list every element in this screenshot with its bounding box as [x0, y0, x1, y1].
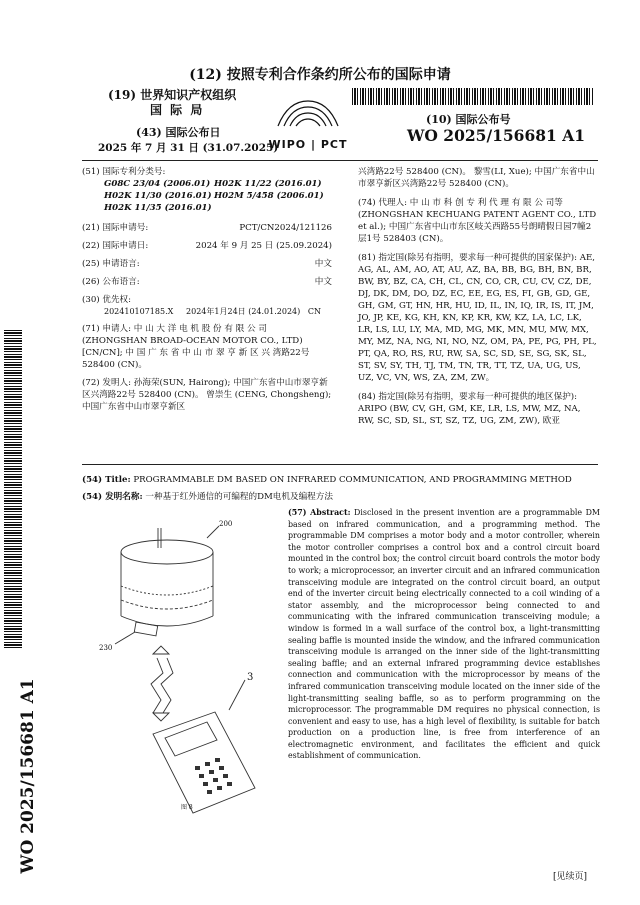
document-title: (12) 按照专利合作条约所公布的国际申请 — [189, 67, 451, 83]
priority-label: (30) 优先权: — [82, 295, 132, 305]
keypad-key — [199, 774, 204, 778]
side-barcode — [4, 330, 22, 648]
keypad-key — [213, 778, 218, 782]
motor-band-2 — [121, 600, 213, 609]
keypad-key — [209, 770, 214, 774]
bureau-name: 国 际 局 — [150, 103, 205, 117]
publication-date: 2025 年 7 月 31 日 (31.07.2025) — [98, 142, 279, 154]
motor-top — [121, 540, 213, 564]
ir-beam — [151, 658, 163, 713]
keypad-key — [217, 786, 222, 790]
bibliographic-right-column — [358, 166, 598, 427]
designated-states-regional: (84) 指定国(除另有指明，要求每一种可提供的地区保护): ARIPO (BW, CV, GH, GM, KE, LR, LS, MW, MZ, NA, RW, SC, SD, SL, ST, SZ, TZ, UG, ZM, ZW), 欧亚 — [358, 392, 581, 426]
wipo-emblem-icon — [258, 96, 358, 136]
wipo-logo-text: WIPO | PCT — [268, 138, 348, 151]
publication-number: WO 2025/156681 A1 — [407, 126, 586, 145]
filing-date-row: (22) 国际申请日: 2024 年 9 月 25 日 (25.09.2024) — [82, 241, 332, 251]
priority-data: 202410107185.X 2024年1月24日 (24.01.2024) CN — [104, 307, 321, 316]
publication-language-row: (26) 公布语言: 中文 — [82, 277, 332, 287]
side-publication-number: WO 2025/156681 A1 — [18, 678, 38, 874]
keypad-key — [227, 782, 232, 786]
ipc-table — [82, 178, 332, 214]
figure-label-230: 230 — [99, 644, 113, 652]
title-english: (54) Title: PROGRAMMABLE DM BASED ON INFRARED COMMUNICATION, AND PROGRAMMING METHOD — [82, 475, 572, 485]
ipc-label: (51) 国际专利分类号: — [82, 167, 166, 177]
ir-beam-2 — [161, 658, 173, 713]
keypad-key — [219, 766, 224, 770]
keypad-key — [207, 790, 212, 794]
publication-date-label: (43) 国际公布日 — [136, 126, 221, 139]
keypad-key — [223, 774, 228, 778]
ir-arrow-up — [153, 646, 169, 654]
figure-label-200: 200 — [219, 520, 233, 528]
inventors: (72) 发明人: 孙海荣(SUN, Hairong); 中国广东省中山市翠亨新区兴湾路22号 528400 (CN)。 曾崇生 (CENG, Chongsheng); 中国广东省中山市翠亨新区 — [82, 378, 332, 412]
keypad-key — [195, 766, 200, 770]
leader-3 — [229, 680, 245, 710]
motor-and-programmer-figure — [95, 508, 280, 828]
ir-window — [134, 622, 157, 636]
organization-name: (19) 世界知识产权组织 — [108, 88, 237, 102]
application-number-row: (21) 国际申请号: PCT/CN2024/121126 — [82, 223, 332, 233]
ipc-row: H02K 11/35 (2016.01) — [104, 203, 212, 213]
ipc-row: G08C 23/04 (2006.01) H02K 11/22 (2016.01) — [104, 179, 322, 189]
publication-number-label: (10) 国际公布号 — [426, 113, 511, 126]
ipc-row: H02K 11/30 (2016.01) H02M 5/458 (2006.01) — [104, 191, 324, 201]
keypad-key — [215, 758, 220, 762]
header-barcode — [352, 88, 594, 105]
filing-language-row: (25) 申请语言: 中文 — [82, 259, 332, 269]
title-chinese: (54) 发明名称: 一种基于红外通信的可编程的DM电机及编程方法 — [82, 492, 333, 502]
header-divider — [82, 160, 598, 161]
ir-arrow-down — [153, 713, 169, 721]
continued-note: [见续页] — [553, 872, 588, 882]
leader-200 — [207, 526, 219, 538]
figure-caption: 图 8 — [181, 804, 193, 811]
programmer-device — [153, 712, 255, 813]
figure-drawing — [95, 508, 280, 828]
inventors-continued: 兴湾路22号 528400 (CN)。 黎雪(LI, Xue); 中国广东省中山市翠亨新区兴湾路22号 528400 (CN)。 — [358, 167, 595, 189]
leader-230 — [115, 632, 135, 644]
abstract: (57) Abstract: Disclosed in the present invention are a programmable DM based on infrared communication, and a programming method. The programmable DM comprises a motor body and a motor controller, wherein the motor controller comprises a control box and a control circuit board mounted in the control box; the control circuit board controls the motor body to work; a microprocessor, an inverter circuit and an infrared communication transceiving module are integrated on the control circuit board, an output end of the inverter circuit being electrically connected to a coil winding of a stator assembly, and the microprocessor being connected to and communicating with the infrared communication transceiving module; a window is formed in a wall surface of the control box, a light-transmitting sealing baffle is mounted inside the window, and the infrared communication transceiving module is arranged on the inner side of the light-transmitting sealing baffle; and an external infrared programming device establishes connection and communication with the microprocessor by means of the infrared communication transceiving module located on the inner side of the light-transmitting sealing baffle, so as to perform programming on the microprocessor. The programmable DM requires no physical connection, is convenient and easy to use, has a high level of flexibility, is suitable for batch production on a production line, is free from interference of an electromagnetic environment, and facilitates the efficient and quick establishment of communication. — [288, 508, 600, 761]
motor-band — [121, 586, 213, 595]
figure-label-3: 3 — [247, 672, 254, 683]
applicant: (71) 申请人: 中 山 大 洋 电 机 股 份 有 限 公 司 (ZHONGSHAN BROAD-OCEAN MOTOR CO., LTD) [CN/CN]; 中 国 广 东 省 中 山 市 翠 亨 新 区 兴 湾路22号 528400 (CN)。 — [82, 324, 310, 370]
keypad-key — [203, 782, 208, 786]
bibliographic-left-column — [82, 166, 332, 413]
keypad-key — [205, 762, 210, 766]
motor-bottom — [121, 616, 213, 626]
agent: (74) 代理人: 中 山 市 科 创 专 利 代 理 有 限 公 司等 (ZHONGSHAN KECHUANG PATENT AGENT CO., LTD et al.); 中国广东省中山市东区岐关西路55号朗晴假日园7幢2层1号 528403 (CN)。 — [358, 198, 597, 244]
designated-states-national: (81) 指定国(除另有指明，要求每一种可提供的国家保护): AE, AG, AL, AM, AO, AT, AU, AZ, BA, BB, BG, BH, BN, BR, BW, BY, BZ, CA, CH, CL, CN, CO, CR, CU, CV, CZ, DE, DJ, DK, DM, DO, DZ, EC, EE, EG, ES, FI, GB, GD, GE, GH, GM, GT, HN, HR, HU, ID, IL, IN, IQ, IR, IS, IT, JM, JO, JP, KE, KG, KH, KN, KP, KR, KW, KZ, LA, LC, LK, LR, LS, LU, LY, MA, MD, MG, MK, MN, MU, MW, MX, MY, MZ, NA, NG, NI, NO, NZ, OM, PA, PE, PG, PH, PL, PT, QA, RO, RS, RU, RW, SA, SC, SD, SE, SG, SK, SL, ST, SV, SY, TH, TJ, TM, TN, TR, TT, TZ, UA, UG, US, UZ, VC, VN, WS, ZA, ZM, ZW。 — [358, 253, 597, 383]
biblio-divider — [82, 464, 598, 465]
